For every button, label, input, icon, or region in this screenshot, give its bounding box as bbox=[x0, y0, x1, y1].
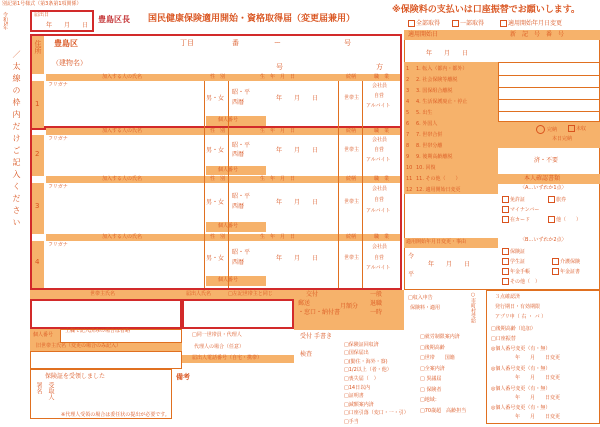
person-header-bar bbox=[46, 74, 400, 81]
row-number-4: 4 bbox=[35, 258, 40, 266]
id-label-1-text: 個人番号 bbox=[218, 117, 239, 123]
hdr2-sex: 性 別 bbox=[210, 128, 226, 134]
start-date-bar bbox=[404, 30, 498, 40]
person-header-bar-3 bbox=[46, 176, 400, 183]
new-number-bar bbox=[498, 30, 600, 40]
job-1b: 自営 bbox=[374, 93, 385, 99]
app-ok[interactable]: アプリ申（ 右 ・ バ ） bbox=[495, 314, 547, 320]
sec-label: ○市町村受給 bbox=[470, 292, 476, 323]
tax-box bbox=[498, 148, 600, 174]
insured-label: 保険証を受領しました bbox=[45, 373, 106, 380]
hdr4-birth: 生 年 月 日 bbox=[260, 234, 296, 240]
hdr3-job: 職 業 bbox=[374, 176, 390, 182]
head-name-field[interactable] bbox=[30, 299, 182, 329]
indiv-label-box bbox=[30, 329, 60, 343]
amt-area bbox=[404, 290, 464, 330]
reason-item[interactable]: 10. 回復 bbox=[416, 165, 436, 171]
name-field-4[interactable] bbox=[60, 248, 200, 266]
indiv-label: 個人番号 bbox=[33, 332, 54, 338]
new-number-label: 新 記 号 番 号 bbox=[510, 31, 565, 38]
indiv-field[interactable] bbox=[60, 329, 182, 343]
era-heisei[interactable]: 平 bbox=[408, 271, 415, 278]
address-ban: 番 bbox=[232, 39, 239, 47]
b-item[interactable]: 年金証書 bbox=[552, 268, 580, 275]
tax-label[interactable]: 済・不要 bbox=[534, 157, 559, 164]
hdr-sex: 性 別 bbox=[210, 74, 226, 80]
tel-bar bbox=[182, 355, 294, 363]
b-item[interactable]: 保険証 bbox=[502, 248, 525, 255]
reasons-text[interactable] bbox=[416, 64, 467, 196]
date-line: 年 月 日変更 bbox=[515, 414, 561, 420]
id-label-1 bbox=[206, 116, 266, 126]
rel-4: 世帯主 bbox=[344, 255, 360, 261]
id-field-3[interactable] bbox=[268, 222, 398, 232]
name-field-2[interactable] bbox=[60, 142, 200, 160]
hdr-relation: 続柄 bbox=[346, 74, 357, 80]
west-3: 西暦 bbox=[232, 203, 245, 210]
mid-items[interactable] bbox=[420, 332, 466, 416]
hdr-name: 加入する人の氏名 bbox=[102, 74, 143, 80]
head-name-label: 世帯主氏名 bbox=[90, 291, 116, 297]
reason-nums: 1 2 3 4 5 6 7 8 9 10 11 12 bbox=[406, 66, 413, 193]
id-label-3 bbox=[206, 222, 266, 232]
furigana-4: フリガナ bbox=[48, 242, 68, 248]
id-field-4[interactable] bbox=[268, 276, 398, 286]
id-label-2 bbox=[206, 166, 266, 175]
birth-3: 年 月 日 bbox=[276, 199, 319, 206]
birth-4: 年 月 日 bbox=[276, 255, 319, 262]
rel-1: 世帯主 bbox=[344, 95, 360, 101]
old-head-label: 旧世帯主氏名（変更の場合のみ記入） bbox=[36, 343, 122, 349]
relation-note[interactable]: □同一世帯員・代理人 bbox=[192, 332, 242, 338]
address-ward: 豊島区 bbox=[54, 39, 78, 48]
today-paid[interactable]: 本日完納 bbox=[552, 136, 573, 142]
west-2: 西暦 bbox=[232, 151, 245, 158]
birth-1: 年 月 日 bbox=[276, 95, 319, 102]
left-item[interactable]: □口座引落（変口・一・引） bbox=[344, 410, 409, 417]
id-label-4-text: 個人番号 bbox=[218, 277, 239, 283]
era-3[interactable]: 昭・平 bbox=[232, 193, 251, 200]
sign-label: 署名 bbox=[35, 382, 42, 394]
name-field-3[interactable] bbox=[60, 190, 200, 210]
era-1[interactable]: 昭・平 bbox=[232, 89, 251, 96]
era-reiwa[interactable]: 令 bbox=[408, 253, 415, 260]
address-dash: ー bbox=[274, 39, 281, 47]
job-3c: アルバイト bbox=[366, 208, 391, 214]
mid-item[interactable]: □ 異議届 bbox=[420, 376, 442, 382]
reason-item[interactable]: 3. 国保組合離脱 bbox=[416, 88, 453, 94]
choice-all[interactable]: 全部取得 bbox=[408, 20, 440, 27]
reason-item[interactable]: 1. 転入（都内・都外） bbox=[416, 66, 468, 72]
proxy-area bbox=[182, 329, 294, 369]
reason-item[interactable]: 7. 世帯合併 bbox=[416, 132, 443, 138]
id-doc-bar bbox=[498, 174, 600, 184]
start-change-label: 適用開始年月日変更・事由 bbox=[406, 239, 467, 245]
indiv-change[interactable]: ◎個人番号変更（有・無） bbox=[491, 346, 551, 352]
hdr4-job: 職 業 bbox=[374, 234, 390, 240]
right-item[interactable]: □後期高齢（追加） bbox=[491, 326, 536, 332]
minou[interactable]: 未収 bbox=[568, 125, 586, 132]
same-as-head[interactable]: □左記世帯主と同じ bbox=[228, 291, 273, 297]
sort-head: 受付 bbox=[300, 333, 313, 340]
kanou[interactable]: 完納 bbox=[536, 125, 557, 134]
furigana-2: フリガナ bbox=[48, 136, 68, 142]
lower-right bbox=[486, 290, 600, 424]
remarks-label: 備考 bbox=[176, 373, 190, 381]
row-number-2: 2 bbox=[35, 150, 40, 158]
choice-part[interactable]: 一部取得 bbox=[452, 20, 484, 27]
id-field-2[interactable] bbox=[268, 166, 398, 175]
reason-item[interactable]: 12. 適用開始日変更 bbox=[416, 187, 461, 193]
grid-line bbox=[362, 81, 363, 288]
receipt-label: 届出日 bbox=[34, 12, 50, 18]
receipt-date: 年 月 日 bbox=[46, 22, 89, 29]
mid-item[interactable]: □ 保険者 bbox=[420, 386, 442, 393]
hdr4-sex: 性 別 bbox=[210, 234, 226, 240]
furigana-3: フリガナ bbox=[48, 184, 68, 190]
ichiji-label: 一時 bbox=[370, 309, 383, 316]
furigana-1: フリガナ bbox=[48, 82, 68, 88]
job-4b: 自営 bbox=[374, 255, 385, 261]
era-2[interactable]: 昭・平 bbox=[232, 142, 251, 149]
hand-label: 手書き bbox=[314, 333, 333, 340]
delivery-area bbox=[294, 290, 404, 330]
hdr2-birth: 生 年 月 日 bbox=[260, 128, 296, 134]
address-side bbox=[32, 36, 44, 74]
amt-label[interactable]: □収入申告 bbox=[408, 295, 433, 301]
sub-label: 保険料・適用 bbox=[410, 305, 441, 311]
doc-license[interactable]: 免許証 bbox=[502, 196, 525, 203]
b-item[interactable]: 介護保険 bbox=[552, 258, 580, 265]
check-label: 検査 bbox=[300, 351, 313, 358]
instruction-note: ／太線の枠内だけご記入ください bbox=[12, 50, 21, 230]
left-item[interactable]: □保険証回収済 bbox=[344, 341, 379, 348]
left-item[interactable]: □1/2以上（者・他） bbox=[344, 367, 392, 374]
building-field[interactable] bbox=[100, 58, 260, 70]
row-number-col-1 bbox=[32, 81, 44, 128]
date-line: 年 月 日変更 bbox=[515, 395, 561, 401]
hdr-birth: 生 年 月 日 bbox=[260, 74, 296, 80]
reason-item[interactable]: 2. 社会保険等離脱 bbox=[416, 77, 458, 83]
id-label-3-text: 個人番号 bbox=[218, 223, 239, 229]
hdr-job: 職 業 bbox=[374, 74, 390, 80]
sex-4[interactable]: 男・女 bbox=[206, 255, 225, 262]
start-change-ymd: 年 月 日 bbox=[428, 261, 471, 268]
old-head-field[interactable] bbox=[30, 351, 182, 369]
birth-2: 年 月 日 bbox=[276, 147, 319, 154]
row-number-1: 1 bbox=[35, 100, 40, 108]
start-change-bar bbox=[404, 238, 498, 248]
indiv-change[interactable]: ◎個人番号変更（有・無） bbox=[491, 405, 551, 411]
mayor-label: 豊島区長 bbox=[98, 15, 130, 24]
b-title: 〈B…いずれか2点〉 bbox=[520, 237, 567, 243]
b-item[interactable]: その他（ ） bbox=[502, 278, 540, 285]
row-number-3: 3 bbox=[35, 202, 40, 210]
choice-change[interactable]: 適用開始年月日変更 bbox=[500, 20, 562, 27]
payment-box bbox=[498, 122, 600, 148]
job-3b: 自営 bbox=[374, 197, 385, 203]
reason-item[interactable]: 11. その他（ ） bbox=[416, 176, 461, 182]
id-label-2-text: 個人番号 bbox=[218, 167, 239, 173]
west-4: 西暦 bbox=[232, 259, 245, 266]
job-2a: 会社員 bbox=[372, 137, 388, 143]
address-go2: 号 bbox=[276, 63, 283, 71]
sex-2[interactable]: 男・女 bbox=[206, 147, 225, 154]
left-items[interactable] bbox=[344, 332, 409, 427]
b-item[interactable]: 年金手帳 bbox=[502, 268, 530, 275]
old-head-bar bbox=[30, 343, 182, 351]
address-section bbox=[30, 34, 402, 128]
proxy-label: 代理人の場合（任意） bbox=[194, 344, 245, 350]
general-label: 一般 bbox=[370, 291, 383, 298]
hdr4-relation: 続柄 bbox=[346, 234, 357, 240]
address-room: 方 bbox=[376, 63, 383, 71]
id-field-1[interactable] bbox=[268, 116, 398, 126]
address-chome: 丁目 bbox=[180, 39, 194, 47]
job-4a: 会社員 bbox=[372, 244, 388, 250]
start-change-field[interactable] bbox=[404, 248, 498, 288]
hdr3-birth: 生 年 月 日 bbox=[260, 176, 296, 182]
doc-mynumber[interactable]: マイナンバー bbox=[502, 206, 539, 213]
check-area bbox=[294, 330, 342, 420]
side-code: 令和5年 bbox=[2, 12, 8, 31]
start-date-ymd: 年 月 日 bbox=[426, 50, 469, 57]
doc-passport[interactable]: 旅券 bbox=[548, 196, 566, 203]
address-side-label: 住所 bbox=[34, 40, 42, 54]
b-item[interactable]: 学生証 bbox=[502, 258, 525, 265]
person-header-bar-4 bbox=[46, 234, 400, 241]
hdr3-relation: 続柄 bbox=[346, 176, 357, 182]
left-item[interactable]: □証明書 bbox=[344, 393, 364, 400]
b-docs bbox=[498, 236, 600, 290]
above-note: 上欄で記入済みの場合は省略 bbox=[65, 328, 131, 334]
head-name-bar bbox=[30, 290, 182, 299]
form-code: 別記第1号様式（第3条第1項関係） bbox=[2, 1, 82, 7]
grid-line bbox=[338, 81, 339, 288]
left-item[interactable]: □喪失届（ ） bbox=[344, 375, 379, 382]
payment-notice: ※保険料の支払いは口座振替でお願いします。 bbox=[392, 5, 581, 15]
left-item[interactable]: □14日以内 bbox=[344, 384, 371, 391]
job-4c: アルバイト bbox=[366, 265, 391, 271]
hdr3-sex: 性 別 bbox=[210, 176, 226, 182]
delivery-label: 交付 bbox=[306, 291, 319, 298]
rel-2: 世帯主 bbox=[344, 147, 360, 153]
filer-bar bbox=[182, 290, 294, 299]
new-number-field[interactable] bbox=[500, 42, 598, 62]
reason-item[interactable]: 8. 世帯分離 bbox=[416, 143, 443, 149]
reason-num-col bbox=[404, 62, 414, 194]
mid-item[interactable]: □70歳超 高齢担当 bbox=[420, 407, 467, 414]
start-date-field[interactable] bbox=[406, 42, 496, 62]
job-3a: 会社員 bbox=[372, 186, 388, 192]
rel-3: 世帯主 bbox=[344, 199, 360, 205]
west-1: 西暦 bbox=[232, 99, 245, 106]
left-item[interactable]: □(勤住・海外・寮) bbox=[344, 358, 388, 365]
a-title: 〈A…いずれか1点〉 bbox=[520, 185, 567, 191]
mid-item[interactable]: □世帯 国籍 bbox=[420, 355, 455, 361]
retired-label: 退職 bbox=[370, 300, 383, 307]
row-number-col-4 bbox=[32, 241, 44, 288]
a-docs bbox=[498, 184, 600, 236]
hdr2-relation: 続柄 bbox=[346, 128, 357, 134]
tel-label: 届出人電話番号（自宅・携帯） bbox=[192, 355, 263, 361]
doc-other[interactable]: 他（ ） bbox=[548, 216, 581, 223]
doc-check[interactable]: ３点確認済 bbox=[495, 294, 521, 300]
grid-line bbox=[204, 81, 205, 288]
doc-residence[interactable]: 在カード bbox=[502, 216, 530, 223]
kind-box bbox=[498, 62, 600, 122]
person-header-bar-2 bbox=[46, 128, 400, 135]
filer-label: 届出人氏名 bbox=[186, 291, 212, 297]
mid-item[interactable]: □地域： bbox=[420, 397, 440, 403]
collect-label: ・窓口・納付書 bbox=[298, 309, 341, 316]
mail-label: 郵送 bbox=[298, 300, 311, 307]
sec-area bbox=[464, 290, 484, 330]
date-line: 年 月 日変更 bbox=[515, 355, 561, 361]
monthly-label: 月額分 bbox=[340, 303, 359, 310]
reason-item[interactable]: 5. 出生 bbox=[416, 110, 433, 116]
reasons-list bbox=[414, 62, 498, 194]
date-line: 年 月 日変更 bbox=[515, 375, 561, 381]
page-title: 国民健康保険適用開始・資格取得届（変更届兼用） bbox=[148, 14, 356, 24]
id-label-4 bbox=[206, 276, 266, 286]
sex-1[interactable]: 男・女 bbox=[206, 95, 225, 102]
receipt-box[interactable] bbox=[30, 10, 94, 32]
mid-item[interactable]: □全案内済 bbox=[420, 365, 445, 372]
row-number-col-2 bbox=[32, 135, 44, 176]
address-street-field[interactable] bbox=[100, 40, 170, 50]
indiv-change[interactable]: ◎個人番号変更（有・無） bbox=[491, 386, 551, 392]
footer-note: ※代理人受領の場合は委任状の提出が必要です。 bbox=[61, 412, 170, 418]
left-item[interactable]: □国保届出 bbox=[344, 350, 369, 357]
right-item[interactable]: □口座振替 bbox=[491, 336, 516, 342]
mid-item[interactable]: □就労制限案内済 bbox=[420, 334, 460, 340]
address-go: 号 bbox=[344, 39, 351, 47]
job-1a: 会社員 bbox=[372, 83, 388, 89]
hdr2-job: 職 業 bbox=[374, 128, 390, 134]
reason-item[interactable]: 6. 外国人 bbox=[416, 121, 438, 127]
hdr2-name: 加入する人の氏名 bbox=[102, 128, 143, 134]
reason-item[interactable]: 9. 後期高齢離脱 bbox=[416, 154, 453, 160]
start-date-label: 適用開始日 bbox=[408, 31, 439, 38]
reason-item[interactable]: 4. 生活保護廃止・停止 bbox=[416, 99, 468, 105]
grid-line bbox=[228, 81, 229, 288]
job-1c: アルバイト bbox=[366, 103, 391, 109]
left-item[interactable]: □減額案内済 bbox=[344, 401, 374, 408]
print-sticker[interactable]: 発行期日・有効期限 bbox=[495, 304, 541, 310]
name-field-1[interactable] bbox=[60, 88, 200, 108]
hdr3-name: 加入する人の氏名 bbox=[102, 176, 143, 182]
filer-field[interactable] bbox=[182, 299, 294, 329]
row-number-col-3 bbox=[32, 183, 44, 234]
insured-box bbox=[30, 369, 172, 419]
job-2b: 自営 bbox=[374, 147, 385, 153]
mid-item[interactable]: □後期高齢 bbox=[420, 344, 445, 351]
recv-label: 受取人 bbox=[47, 382, 54, 400]
id-doc-label: 本人確認書類 bbox=[524, 175, 561, 182]
indiv-change[interactable]: ◎個人番号変更（有・無） bbox=[491, 366, 551, 372]
sign-field[interactable] bbox=[61, 386, 161, 410]
left-item[interactable]: □手当 bbox=[344, 418, 359, 425]
job-2c: アルバイト bbox=[366, 157, 391, 163]
hdr4-name: 加入する人の氏名 bbox=[102, 234, 143, 240]
era-4[interactable]: 昭・平 bbox=[232, 249, 251, 256]
building-label: （建物名） bbox=[52, 59, 87, 67]
sex-3[interactable]: 男・女 bbox=[206, 199, 225, 206]
